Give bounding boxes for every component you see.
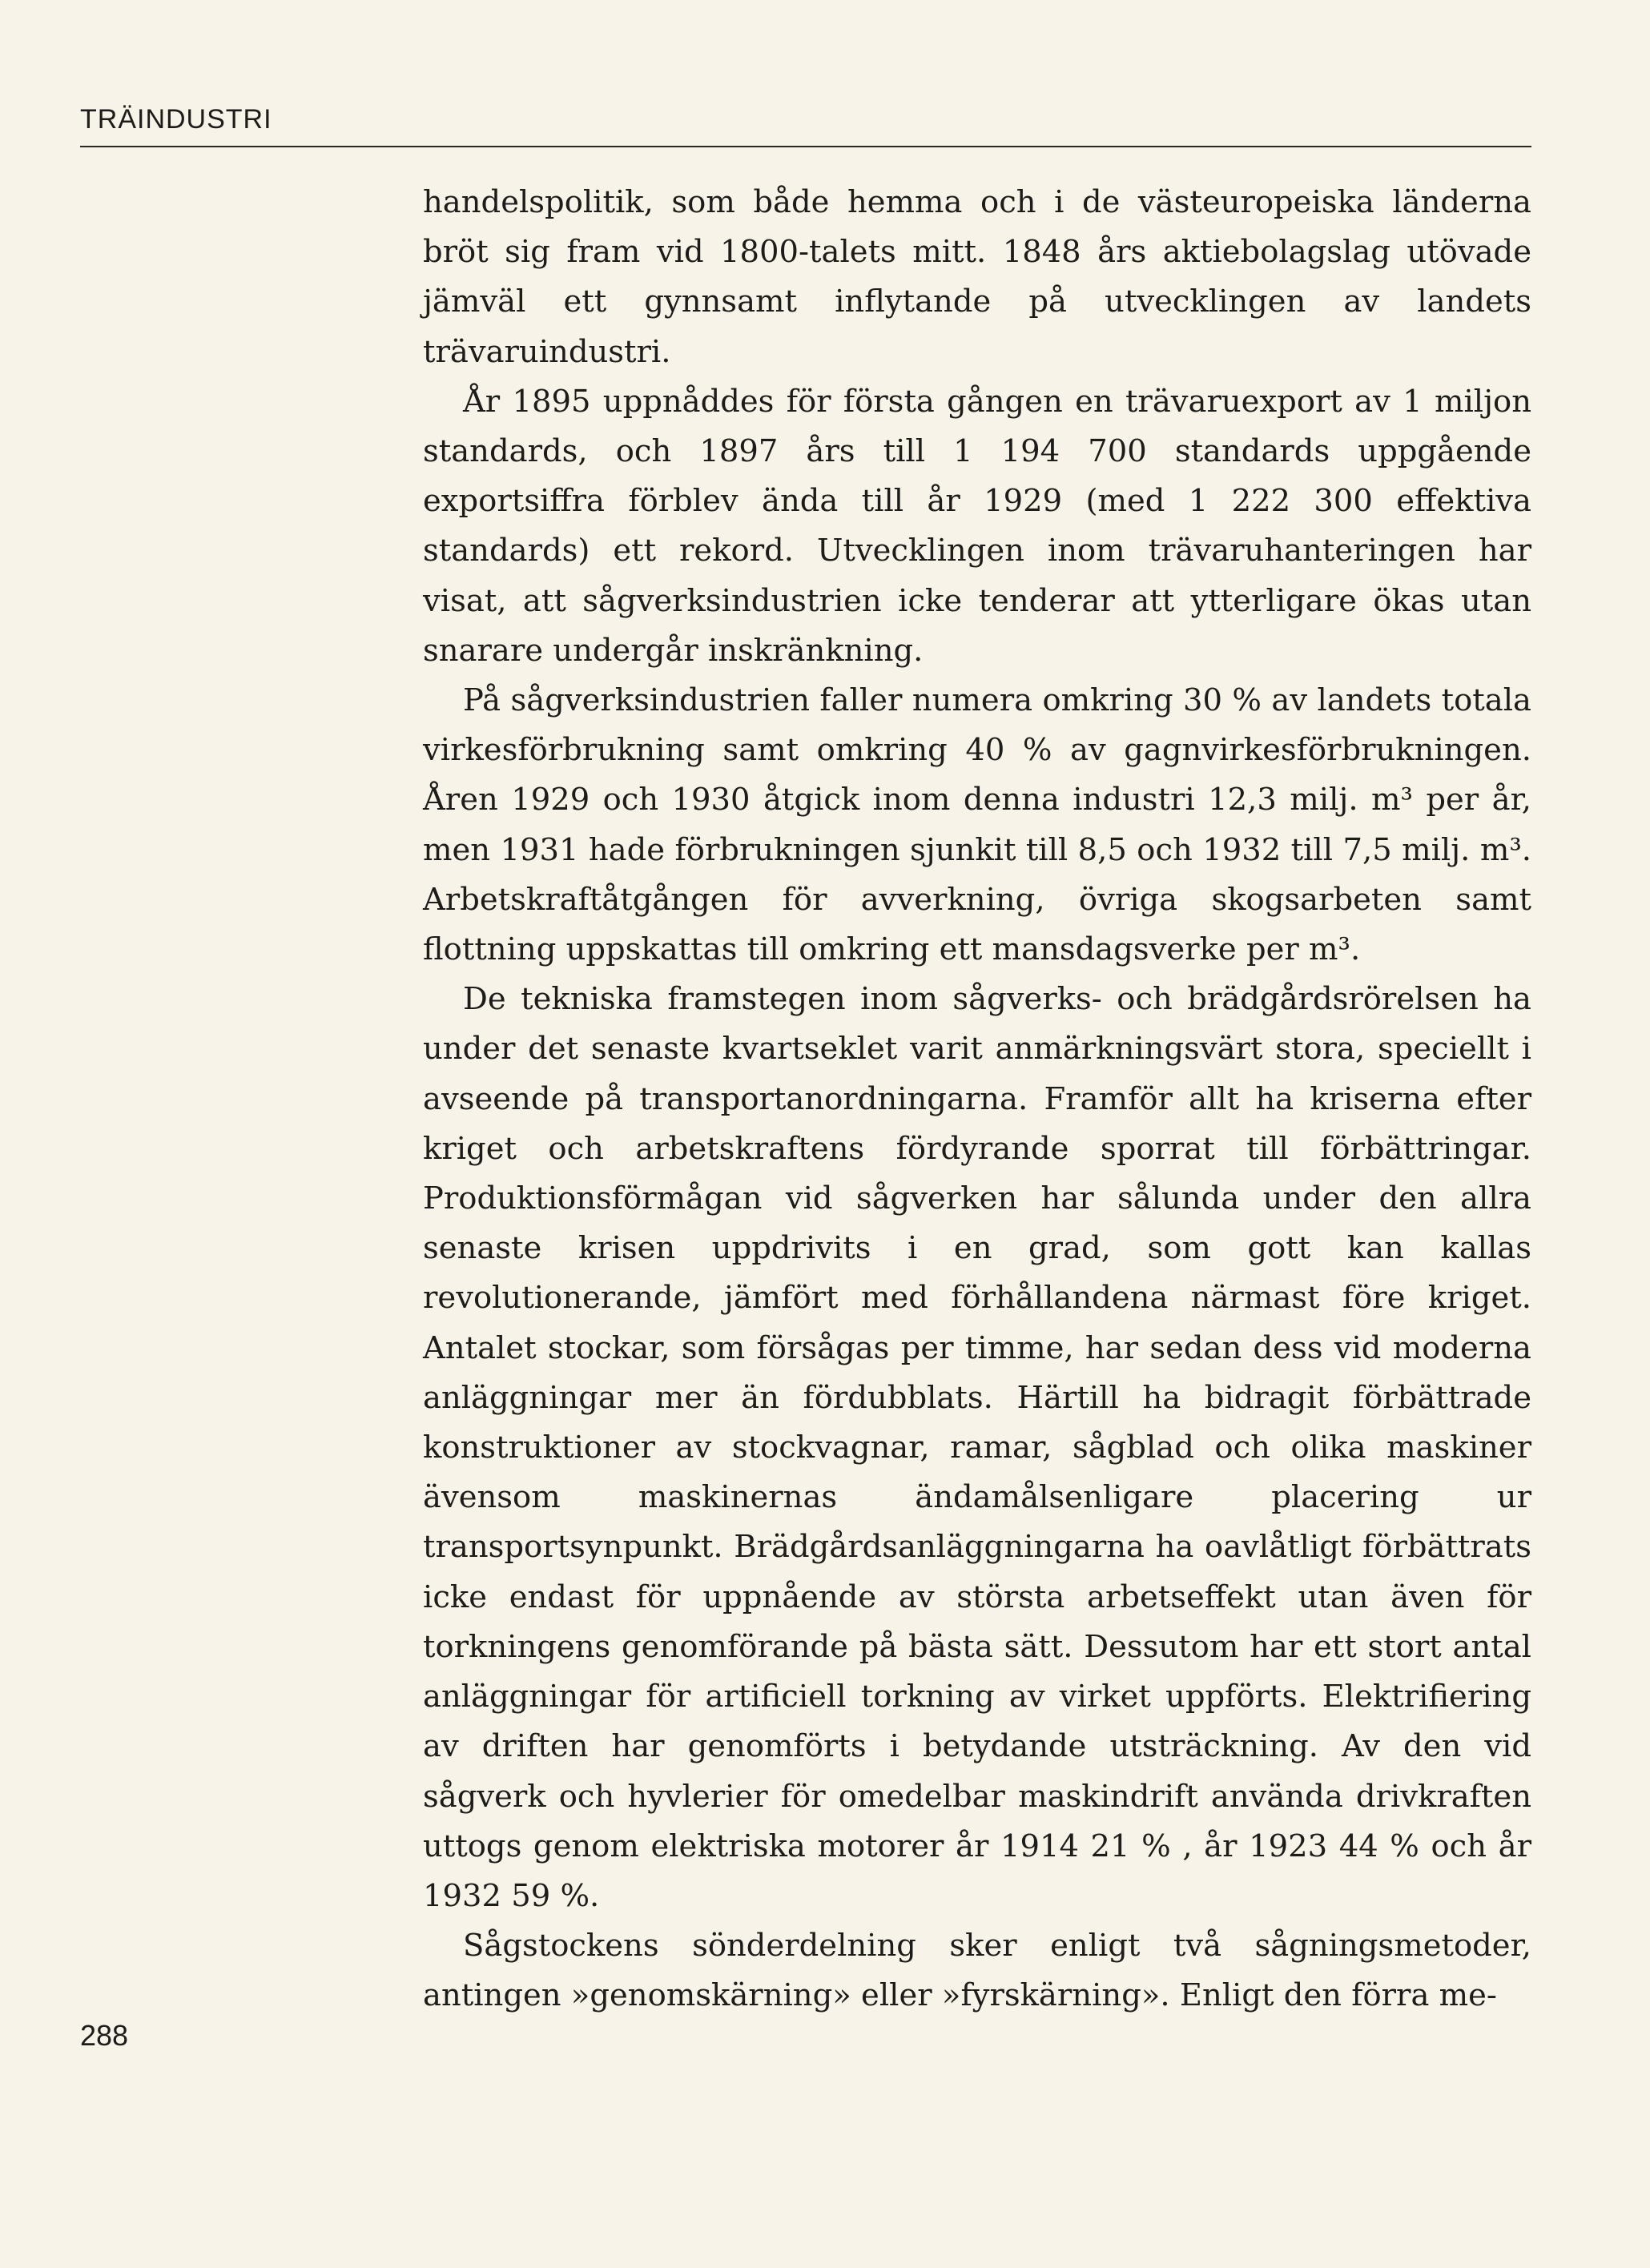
paragraph-2: År 1895 uppnåddes för första gången en trävaruexport av 1 miljon standards, och 1897 års till 1 194 700 standards uppgående exportsiffra förblev ända till år 1929 (med 1 222 300 effektiva standards) ett rekord. Utvecklingen inom trävaruhanteringen har visat, att sågverksindustrien icke tenderar att ytterligare ökas utan snarare undergår inskränkning.: [423, 383, 1531, 669]
paragraph-1: handelspolitik, som både hemma och i de västeuropeiska länderna bröt sig fram vid 1800-talets mitt. 1848 års aktiebolagslag utövade jämväl ett gynnsamt inflytande på utvecklingen av landets trävaruindustri.: [423, 184, 1531, 370]
paragraph-5: Sågstockens sönderdelning sker enligt två sågningsmetoder, antingen »genomskärning» eller »fyrskärning». Enligt den förra me-: [423, 1928, 1531, 2014]
paragraph-3: På sågverksindustrien faller numera omkring 30 % av landets totala virkesförbrukning samt omkring 40 % av gagnvirkesförbrukningen. Åren 1929 och 1930 åtgick inom denna industri 12,3 milj. m³ per år, men 1931 hade förbrukningen sjunkit till 8,5 och 1932 till 7,5 milj. m³. Arbetskraftåtgången för avverkning, övriga skogsarbeten samt flottning uppskattas till omkring ett mansdagsverke per m³.: [423, 682, 1531, 968]
paragraph-4: De tekniska framstegen inom sågverks- och brädgårdsrörelsen ha under det senaste kvartseklet varit anmärkningsvärt stora, speciellt i avseende på transportanordningarna. Framför allt ha kriserna efter kriget och arbetskraftens fördyrande sporrat till förbättringar. Produktionsförmågan vid sågverken har sålunda under den allra senaste krisen uppdrivits i en grad, som gott kan kallas revolutionerande, jämfört med förhållandena närmast före kriget. Antalet stockar, som försågas per timme, har sedan dess vid moderna anläggningar mer än fördubblats. Härtill ha bidragit förbättrade konstruktioner av stockvagnar, ramar, sågblad och olika maskiner ävensom maskinernas ändamålsenligare placering ur transportsynpunkt. Brädgårdsanläggningarna ha oavlåtligt förbättrats icke endast för uppnående av största arbetseffekt utan även för torkningens genomförande på bästa sätt. Dessutom har ett stort antal anläggningar för artificiell torkning av virket uppförts. Elektrifiering av driften har genomförts i betydande utsträckning. Av den vid sågverk och hyvlerier för omedelbar maskindrift använda drivkraften uttogs genom elektriska motorer år 1914 21 % , år 1923 44 % och år 1932 59 %.: [423, 981, 1531, 1914]
running-head-title: TRÄINDUSTRI: [80, 104, 272, 135]
page-number: 288: [80, 2019, 129, 2052]
body-text: [423, 178, 1531, 2021]
header-rule: [80, 146, 1531, 147]
